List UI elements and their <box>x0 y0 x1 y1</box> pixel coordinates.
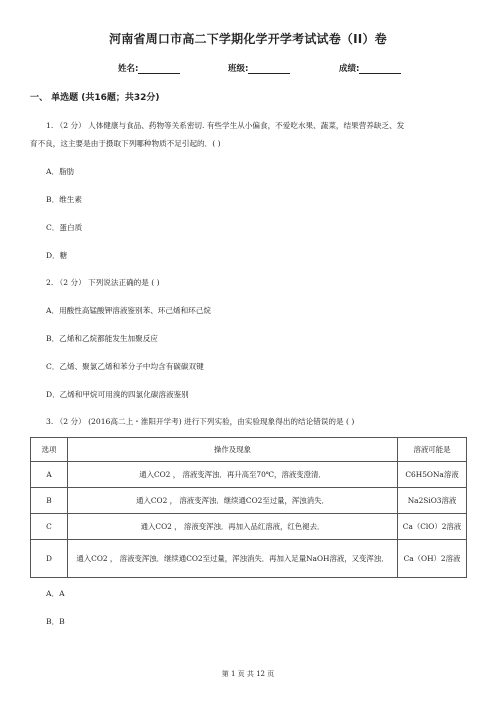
question-1-line1: 1. （2 分） 人体健康与食品、药物等关系密切. 有些学生从小偏食，不爱吃水果、蔬菜，结果营养缺乏、发 <box>46 121 405 130</box>
table-cell: Ca（ClO）2溶液 <box>398 514 467 540</box>
question-1-option-b: B．维生素 <box>46 195 82 204</box>
section-heading: 一、 单选题 (共16题；共32分) <box>30 93 160 103</box>
name-label: 姓名: <box>118 64 139 74</box>
table-header: 溶液可能是 <box>398 438 467 462</box>
table-cell: Ca（OH）2溶液 <box>398 540 467 578</box>
name-field <box>118 62 180 74</box>
table-header: 选项 <box>31 438 68 462</box>
table-header: 操作及现象 <box>68 438 398 462</box>
name-blank <box>138 64 180 74</box>
score-label: 成绩: <box>339 64 360 74</box>
table-cell: D <box>31 540 68 578</box>
table-cell: Na2SiO3溶液 <box>398 488 467 514</box>
question-2-option-d: D．乙烯和甲烷可用溴的四氯化碳溶液鉴别 <box>46 390 189 399</box>
table-row <box>31 488 467 514</box>
question-1-option-c: C．蛋白质 <box>46 223 83 232</box>
class-field <box>228 62 290 74</box>
table-row <box>31 462 467 488</box>
page-footer: 第 1 页 共 12 页 <box>221 670 275 678</box>
question-1-option-d: D．糖 <box>46 251 68 260</box>
table-cell: A <box>31 462 68 488</box>
question-1-option-a: A．脂肪 <box>46 167 75 176</box>
table-cell: C <box>31 514 68 540</box>
question-3-option-b: B．B <box>46 617 65 626</box>
table-header-row <box>31 438 467 462</box>
table-cell: 通入CO2 ， 溶液变浑浊．再加入品红溶液，红色褪去． <box>68 514 398 540</box>
question-2-line1: 2. （2 分） 下列说法正确的是 ( ) <box>46 278 160 287</box>
table-row <box>31 540 467 578</box>
table-cell: 通入CO2 ， 溶液变浑浊．继续通CO2至过量，浑浊消失．再加入足量NaOH溶液，又变浑浊． <box>68 540 398 578</box>
class-blank <box>248 64 290 74</box>
table-cell: C6H5ONa溶液 <box>398 462 467 488</box>
question-3-table <box>30 437 467 578</box>
question-2-option-a: A．用酸性高锰酸钾溶液鉴别苯、环己烯和环己烷 <box>46 306 211 315</box>
table-cell: 通入CO2 ， 溶液变浑浊．再升高至70℃，溶液变澄清． <box>68 462 398 488</box>
table-cell: B <box>31 488 68 514</box>
page-title: 河南省周口市高二下学期化学开学考试试卷（II）卷 <box>109 32 387 46</box>
question-2-option-b: B．乙烯和乙烷都能发生加聚反应 <box>46 334 158 343</box>
score-field <box>339 62 401 74</box>
class-label: 班级: <box>228 64 249 74</box>
question-3-line1: 3. （2 分） (2016高二上・淮阳开学考) 进行下列实验，由实验现象得出的结论错误的是 ( ) <box>46 417 355 426</box>
table-row <box>31 514 467 540</box>
table-cell: 通入CO2 ， 溶液变浑浊．继续通CO2至过量，浑浊消失． <box>68 488 398 514</box>
question-2-option-c: C．乙烯、聚氯乙烯和苯分子中均含有碳碳双键 <box>46 362 204 371</box>
question-1-line2: 育不良，这主要是由于摄取下列哪种物质不足引起的．( ) <box>30 139 221 148</box>
score-blank <box>359 64 401 74</box>
question-3-option-a: A．A <box>46 589 65 598</box>
